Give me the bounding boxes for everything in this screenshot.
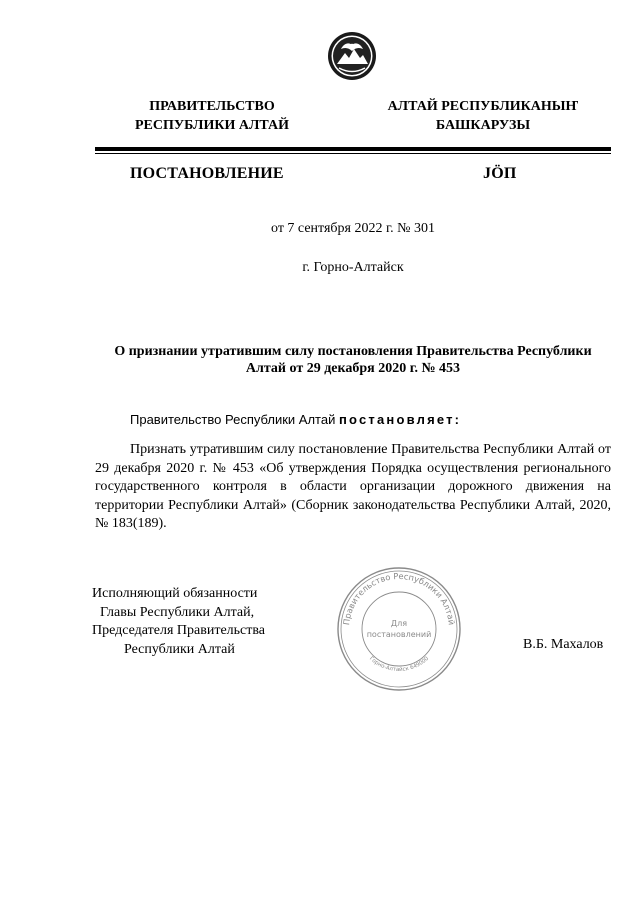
header-right (378, 97, 588, 135)
body-paragraph: Признать утратившим силу постановление Правительства Республики Алтай от 29 декабря 2020 г. № 453 «Об утверждения Порядка осуществления регионального государственного контроля в области организации дорожного движения на территории Республики Алтай» (Сборник законодательства Республики Алтай, 2020, № 183(189). (95, 442, 611, 531)
signer-block (92, 585, 282, 659)
header-divider-thick (95, 147, 611, 151)
document-title: О признании утратившим силу постановления Правительства Республики Алтай от 29 декабря 2020 г. № 453 (114, 344, 592, 376)
stamp-outer-text: Правительство Республики Алтай (341, 570, 457, 626)
header-right-line1: АЛТАЙ РЕСПУБЛИКАНЫҤ (387, 99, 579, 114)
header-right-line2: БАШКАРУЗЫ (435, 118, 531, 133)
stamp-center-line2: постановлений (366, 630, 432, 639)
resolve-line (130, 412, 461, 427)
official-stamp (335, 565, 463, 693)
signee-name: В.Б. Махалов (523, 637, 604, 652)
header-left-line1: ПРАВИТЕЛЬСТВО (149, 99, 275, 114)
resolve-verb: постановляет: (338, 412, 462, 427)
coat-of-arms-icon (327, 31, 377, 81)
signer-line4: Республики Алтай (124, 641, 235, 657)
signer-line3: Председателя Правительства (92, 623, 266, 638)
header-left (112, 97, 312, 135)
resolve-prefix: Правительство Республики Алтай (130, 412, 339, 427)
date-number: от 7 сентября 2022 г. № 301 (271, 221, 435, 236)
header-left-line2: РЕСПУБЛИКИ АЛТАЙ (134, 118, 290, 133)
header-divider-thin (95, 153, 611, 154)
doc-type-altai: JÖП (483, 165, 517, 182)
stamp-center-line1: Для (390, 619, 408, 628)
doc-type-russian: ПОСТАНОВЛЕНИЕ (130, 165, 284, 182)
city: г. Горно-Алтайск (302, 260, 404, 275)
signer-line1: Исполняющий обязанности (92, 586, 258, 601)
signer-line2: Главы Республики Алтай, (100, 604, 255, 620)
stamp-bottom-text: Горно-Алтайск 649000 (367, 655, 431, 674)
